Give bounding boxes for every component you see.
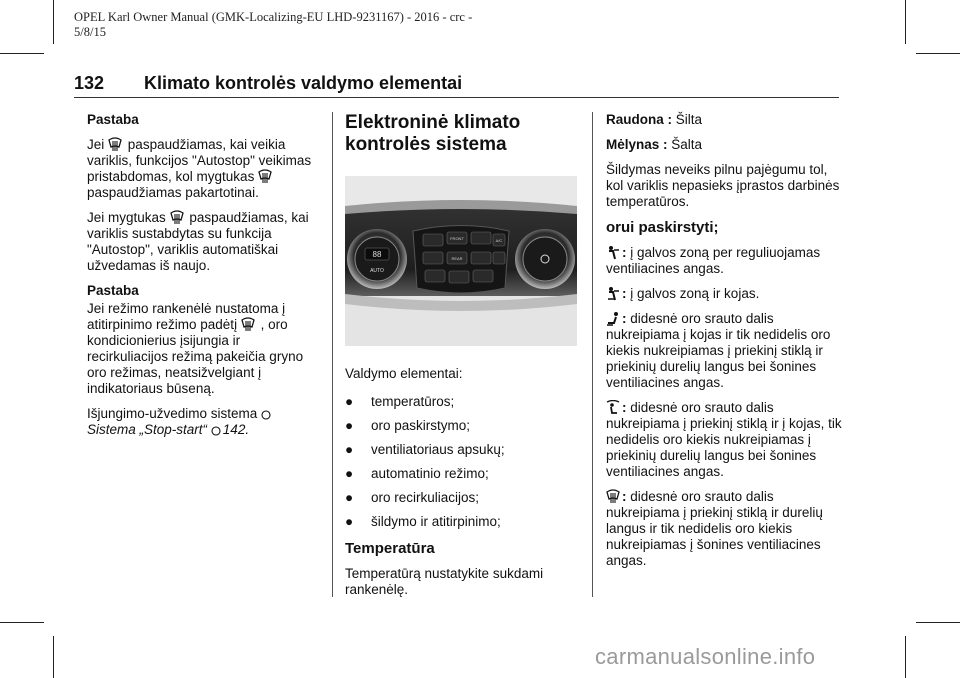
airflow-item: : didesnė oro srauto dalis nukreipiama į kojas ir tik nedidelis oro kiekis nukreipiamas į priekinį stiklą ir priekinių durelių langus bei šonines ventiliacines angas.	[606, 311, 831, 390]
crop-mark	[916, 622, 960, 623]
head-airflow-icon	[606, 245, 620, 260]
note-paragraph	[87, 137, 319, 201]
page-header	[74, 69, 839, 98]
legend-red	[606, 112, 846, 128]
climate-control-panel-image	[345, 176, 577, 346]
list-item: ● ventiliatoriaus apsukų;	[345, 442, 505, 457]
crop-mark	[905, 0, 906, 44]
text-fragment: , oro kondicionierius įsijungia ir recirkuliacijos režimą pakeičia gryno oro režimas, neatsižvelgiant į indikatoriaus būseną.	[87, 317, 304, 396]
airflow-item: : į galvos zoną ir kojas.	[606, 286, 846, 302]
airflow-item: : didesnė oro srauto dalis nukreipiama į priekinį stiklą ir į kojas, tik nedidelis oro kiekis nukreipiamas į priekinių durelių langus bei šonines ventiliacines angas.	[606, 400, 842, 479]
defrost-icon	[606, 489, 620, 504]
text-fragment: Jei mygtukas	[87, 210, 166, 225]
section-title: Klimato kontrolės valdymo elementai	[144, 73, 463, 93]
airflow-item-text: į galvos zoną per reguliuojamas ventiliacines angas.	[606, 245, 821, 276]
reference-link[interactable]: Sistema „Stop-start“	[87, 422, 208, 437]
legend-value: Šalta	[671, 137, 703, 152]
paragraph: Temperatūrą nustatykite sukdami rankenėlę.	[345, 566, 544, 597]
crop-mark	[0, 53, 44, 54]
airflow-item: : į galvos zoną per reguliuojamas ventiliacines angas.	[606, 245, 821, 276]
panel-ac-label: A/C	[495, 238, 503, 243]
list-item: ● šildymo ir atitirpinimo;	[345, 514, 501, 529]
paragraph	[87, 210, 319, 274]
text-fragment: paspaudžiamas, kai variklis sustabdytas su funkcija "Autostop", variklis automatiškai užvedamas iš naujo.	[87, 210, 309, 273]
column-right	[606, 112, 846, 578]
defrost-icon	[108, 137, 122, 152]
airflow-item-text: didesnė oro srauto dalis nukreipiama į priekinį stiklą ir į kojas, tik nedidelis oro kiekis nukreipiamas į priekinių durelių langus bei šonines ventiliacines angas.	[606, 400, 842, 479]
crop-mark	[0, 622, 44, 623]
legend-value: Šilta	[675, 112, 703, 127]
reference-arrow-icon	[261, 409, 271, 421]
intro-text: Valdymo elementai:	[345, 366, 463, 381]
cross-reference: Išjungimo-užvedimo sistema Sistema „Stop-start“ 142.	[87, 406, 319, 438]
text-fragment: Jei	[87, 137, 105, 152]
defrost-icon	[241, 317, 255, 332]
column-divider	[592, 112, 593, 597]
column-left	[87, 112, 319, 447]
list-item-text: oro recirkuliacijos;	[371, 490, 480, 505]
list-item: ● temperatūros;	[345, 394, 455, 409]
list-item: ● oro recirkuliacijos;	[345, 490, 480, 505]
document-meta	[74, 10, 472, 40]
watermark[interactable]: carmanualsonline.info	[595, 644, 816, 669]
meta-line-1: OPEL Karl Owner Manual (GMK-Localizing-EU LHD-9231167) - 2016 - crc -	[74, 10, 473, 24]
airflow-item-text: į galvos zoną ir kojas.	[630, 286, 760, 301]
text-fragment: Jei režimo rankenėlė nustatoma į atitirpinimo režimo padėtį	[87, 301, 286, 332]
legend-label: Mėlynas :	[606, 137, 668, 152]
note-label: Pastaba	[87, 283, 139, 298]
text-fragment: paspaudžiamas, kai veikia variklis, funkcijos "Autostop" veikimas pristabdomas, kol mygtukas	[87, 137, 312, 184]
crop-mark	[53, 636, 54, 678]
reference-text: Išjungimo-užvedimo sistema	[87, 406, 258, 421]
column-divider	[332, 112, 333, 597]
meta-line-2: 5/8/15	[74, 25, 106, 39]
airflow-item-text: didesnė oro srauto dalis nukreipiama į priekinį stiklą ir durelių langus ir tik nedidelis oro kiekis nukreipiamas į šonines ventiliacines angas.	[606, 489, 823, 568]
page-number: 132	[74, 73, 105, 93]
legend-blue	[606, 137, 846, 153]
note-label: Pastaba	[87, 112, 139, 127]
crop-mark	[53, 0, 54, 44]
column-middle	[345, 112, 577, 607]
controls-list	[345, 394, 577, 530]
list-item-text: automatinio režimo;	[371, 466, 489, 481]
paragraph: Šildymas neveiks pilnu pajėgumu tol, kol variklis nepasieks įprastos darbinės temperatūros.	[606, 162, 840, 209]
text-fragment: paspaudžiamas pakartotinai.	[87, 185, 259, 200]
airflow-item: : didesnė oro srauto dalis nukreipiama į priekinį stiklą ir durelių langus ir tik nedidelis oro kiekis nukreipiamas į šonines ventiliacines angas.	[606, 489, 823, 568]
defrost-icon	[258, 169, 272, 184]
list-item-text: oro paskirstymo;	[371, 418, 471, 433]
airflow-item-text: didesnė oro srauto dalis nukreipiama į kojas ir tik nedidelis oro kiekis nukreipiamas į priekinį stiklą ir priekinių durelių langus bei šonines ventiliacines angas.	[606, 311, 831, 390]
crop-mark	[905, 636, 906, 678]
subsection-heading: Temperatūra	[345, 540, 435, 557]
list-item: ● oro paskirstymo;	[345, 418, 471, 433]
list-item: ● automatinio režimo;	[345, 466, 489, 481]
panel-rear-label: REAR	[451, 256, 463, 261]
crop-mark	[916, 53, 960, 54]
list-item-text: ventiliatoriaus apsukų;	[371, 442, 505, 457]
panel-display-text: 88	[372, 250, 382, 259]
defrost-icon	[170, 210, 184, 225]
feet-defrost-airflow-icon	[606, 400, 620, 415]
list-item-text: šildymo ir atitirpinimo;	[371, 514, 501, 529]
head-feet-airflow-icon	[606, 286, 620, 301]
panel-auto-label: AUTO	[370, 268, 384, 274]
subsection-heading: orui paskirstyti;	[606, 219, 719, 236]
feet-airflow-icon	[606, 311, 620, 326]
panel-front-label: FRONT	[450, 236, 464, 241]
list-item-text: temperatūros;	[371, 394, 455, 409]
reference-arrow-icon	[211, 425, 221, 437]
section-heading: Elektroninė klimato kontrolės sistema	[345, 112, 521, 155]
legend-label: Raudona :	[606, 112, 672, 127]
note-paragraph	[87, 301, 319, 397]
reference-page[interactable]: 142	[222, 422, 246, 437]
